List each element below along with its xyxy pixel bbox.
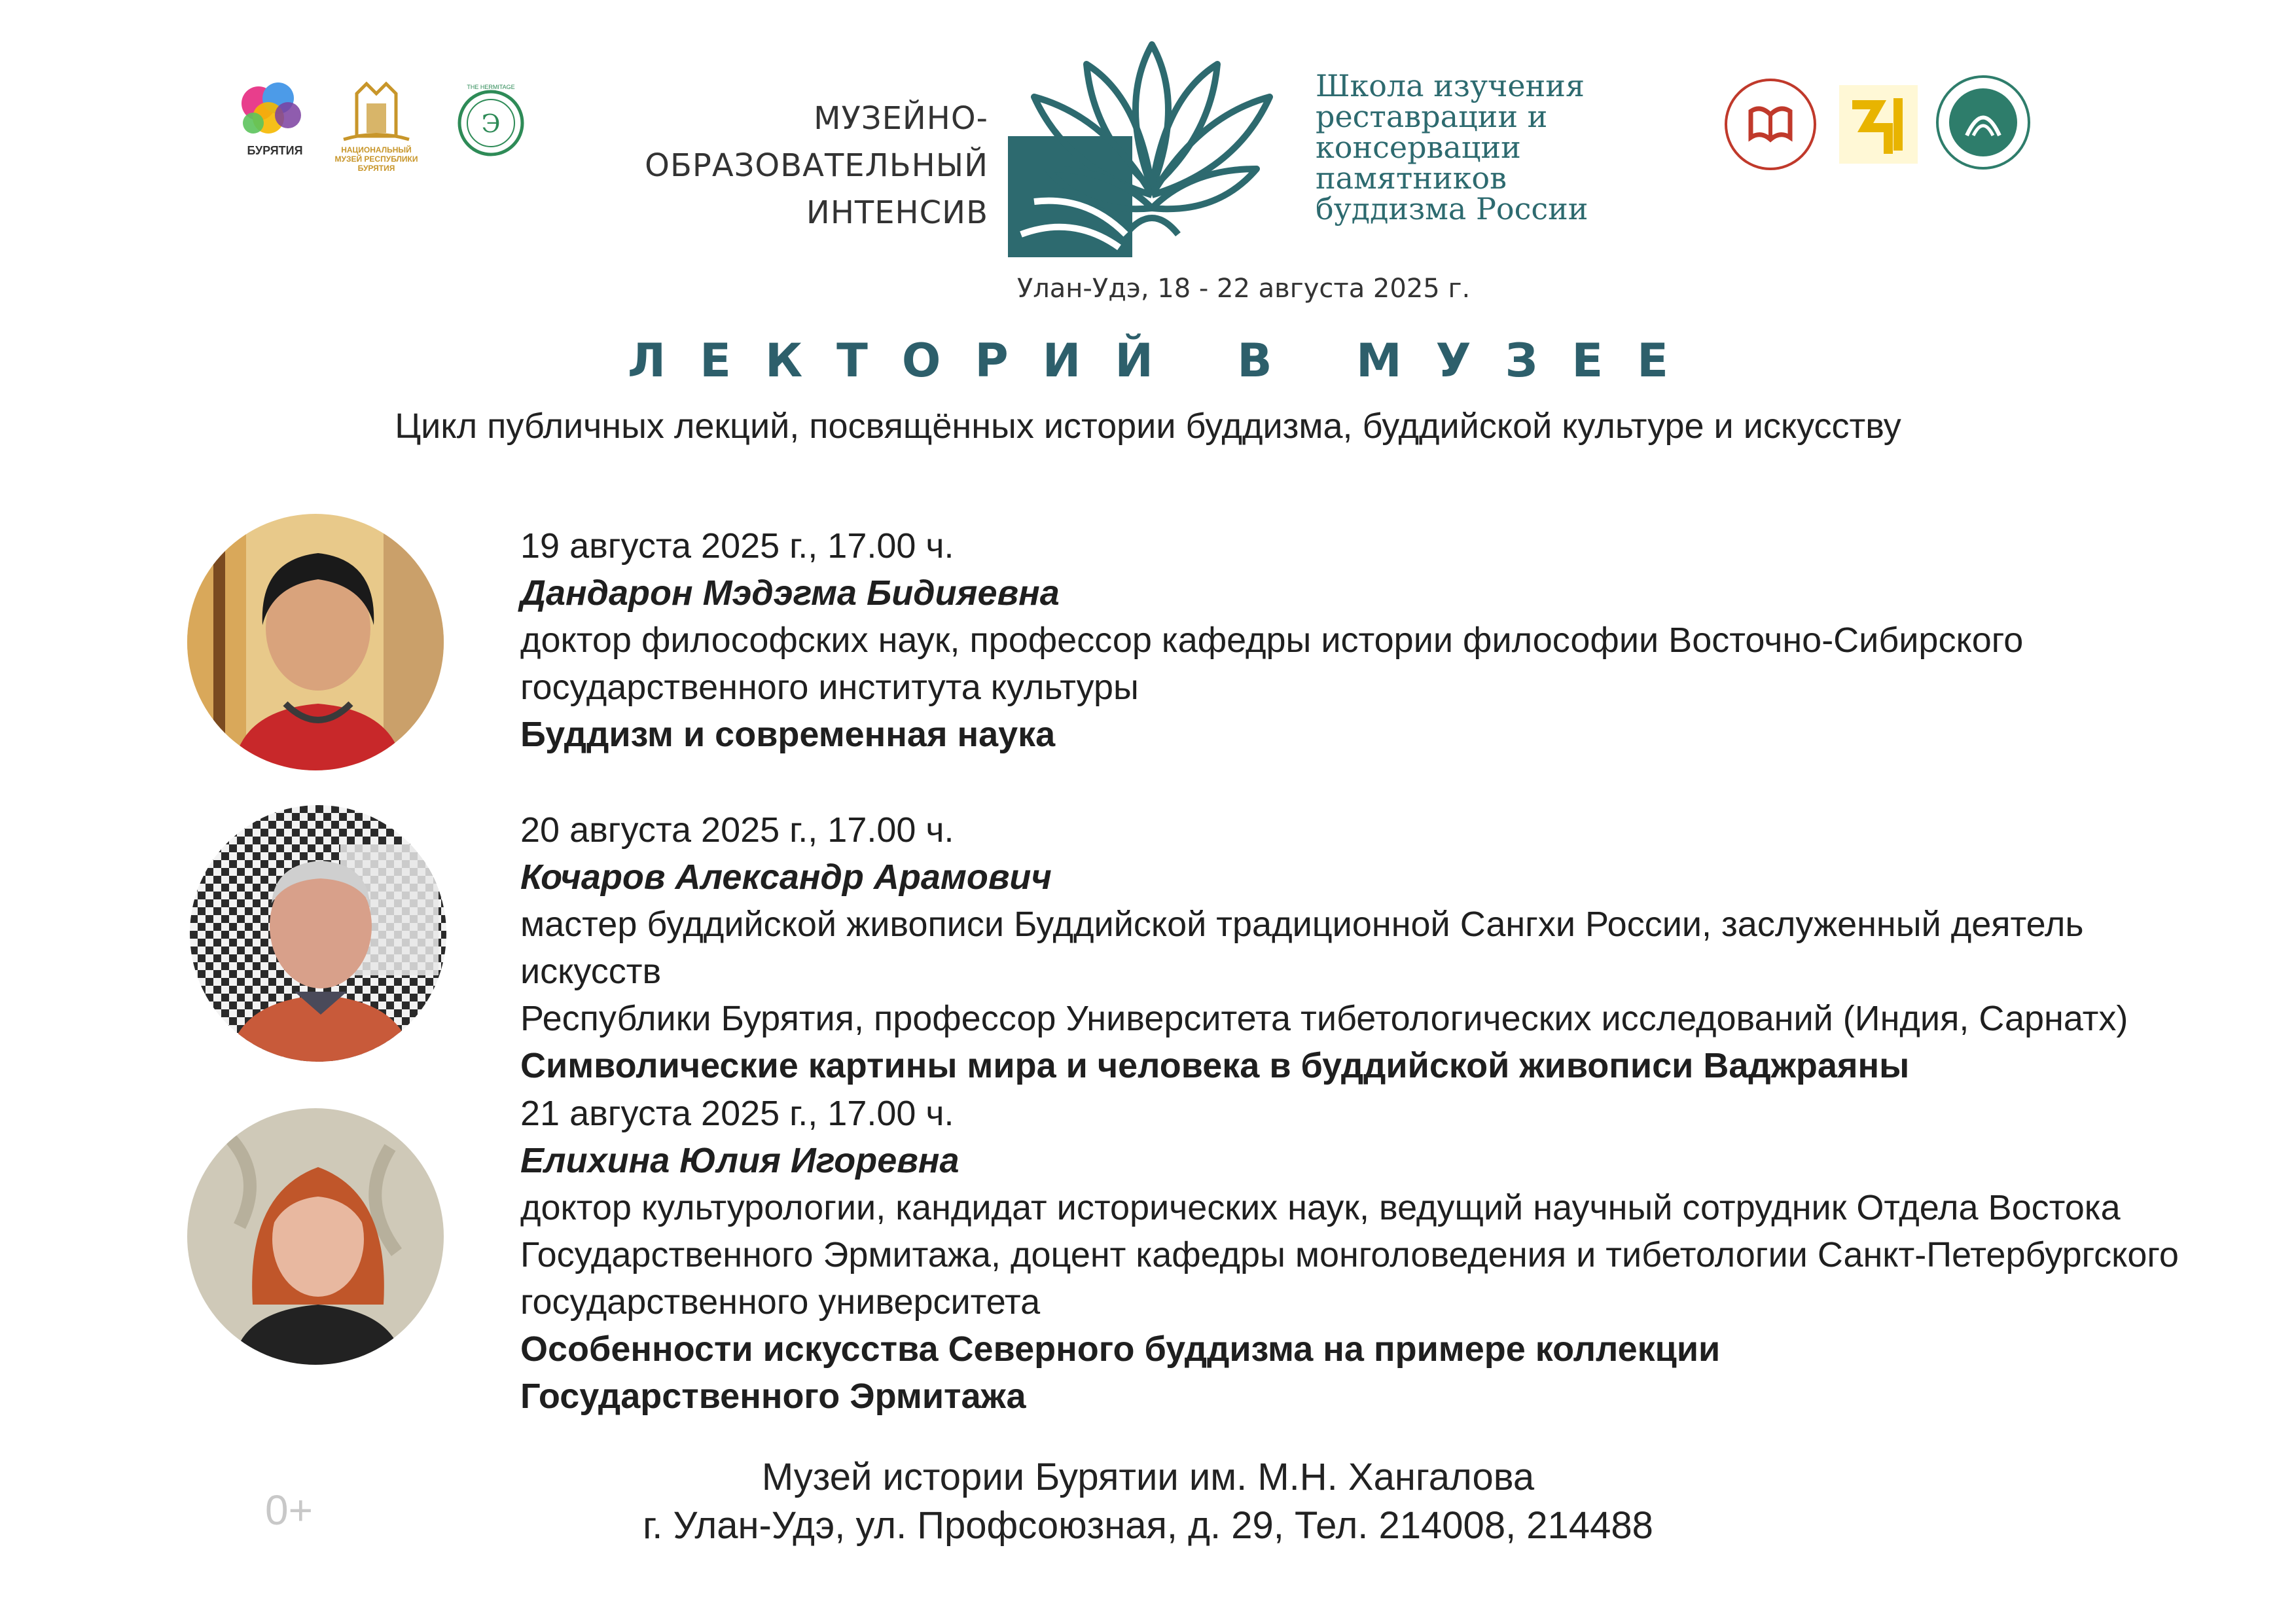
speaker-name: Елихина Юлия Игоревна <box>520 1141 960 1180</box>
svg-text:БУРЯТИЯ: БУРЯТИЯ <box>247 144 303 157</box>
page-subtitle: Цикл публичных лекций, посвящённых истории буддизма, буддийской культуре и искусству <box>395 406 1901 446</box>
school-line: памятников <box>1316 160 1507 196</box>
university-logo <box>1934 73 2032 171</box>
hermitage-logo <box>455 84 527 162</box>
intensive-line: ОБРАЗОВАТЕЛЬНЫЙ <box>645 147 988 184</box>
speaker-description: государственного института культуры <box>520 668 1139 707</box>
footer-address <box>0 1453 2296 1550</box>
lecture-topic: Буддизм и современная наука <box>520 715 1056 754</box>
svg-text:Э: Э <box>481 109 501 138</box>
lecture-date: 19 августа 2025 г., 17.00 ч. <box>520 526 954 566</box>
speaker-description: Республики Бурятия, профессор Университета тибетологических исследований (Индия, Сарнатх) <box>520 999 2128 1038</box>
intensive-line: ИНТЕНСИВ <box>806 194 988 231</box>
school-title <box>1316 68 1656 226</box>
speaker-description: доктор философских наук, профессор кафедры истории философии Восточно-Сибирского <box>520 621 2024 660</box>
speaker-photo-3 <box>187 1108 444 1365</box>
lecture-2 <box>520 806 2222 1089</box>
lecture-date: 21 августа 2025 г., 17.00 ч. <box>520 1094 954 1133</box>
yellow-emblem-logo <box>1833 79 1924 170</box>
speaker-photo-1 <box>187 514 444 770</box>
speaker-name: Дандарон Мэдэгма Бидияевна <box>520 573 1060 613</box>
national-museum-logo <box>331 77 422 172</box>
lecture-1 <box>520 522 2222 758</box>
school-line: реставрации и <box>1316 99 1548 134</box>
school-line: буддизма России <box>1316 191 1588 226</box>
lecture-3 <box>520 1090 2222 1420</box>
buryatia-logo <box>232 77 317 169</box>
speaker-description: Государственного Эрмитажа, доцент кафедры монголоведения и тибетологии Санкт-Петербургского <box>520 1235 2179 1274</box>
museum-name: Музей истории Бурятии им. М.Н. Хангалова <box>761 1456 1535 1498</box>
intensive-line: МУЗЕЙНО- <box>814 100 988 137</box>
intensive-title <box>628 95 988 236</box>
page-title: ЛЕКТОРИЙ В МУЗЕЕ <box>628 334 1702 388</box>
lecture-date: 20 августа 2025 г., 17.00 ч. <box>520 810 954 850</box>
museum-address: г. Улан-Удэ, ул. Профсоюзная, д. 29, Тел. 214008, 214488 <box>643 1504 1653 1547</box>
speaker-description: государственного университета <box>520 1282 1041 1322</box>
speaker-name: Кочаров Александр Арамович <box>520 857 1052 897</box>
speaker-description: мастер буддийской живописи Буддийской традиционной Сангхи России, заслуженный деятель искусств <box>520 905 2084 991</box>
lecture-topic: Государственного Эрмитажа <box>520 1377 1026 1416</box>
school-line: консервации <box>1316 130 1521 165</box>
speaker-photo-2 <box>190 805 446 1062</box>
fund-logo <box>1721 75 1820 173</box>
lecture-topic: Символические картины мира и человека в буддийской живописи Ваджраяны <box>520 1046 1910 1085</box>
event-place-dates: Улан-Удэ, 18 - 22 августа 2025 г. <box>1016 274 1471 304</box>
lotus-emblem-icon <box>1008 38 1296 261</box>
hermitage-logo-text: THE HERMITAGE <box>467 84 515 90</box>
national-museum-logo-text: НАЦИОНАЛЬНЫЙ МУЗЕЙ РЕСПУБЛИКИ БУРЯТИЯ <box>334 145 418 173</box>
speaker-description: доктор культурологии, кандидат исторических наук, ведущий научный сотрудник Отдела Востока <box>520 1188 2121 1227</box>
school-line: Школа изучения <box>1316 68 1585 103</box>
age-rating-badge: 0+ <box>265 1487 313 1534</box>
lecture-topic: Особенности искусства Северного буддизма на примере коллекции <box>520 1329 1721 1369</box>
